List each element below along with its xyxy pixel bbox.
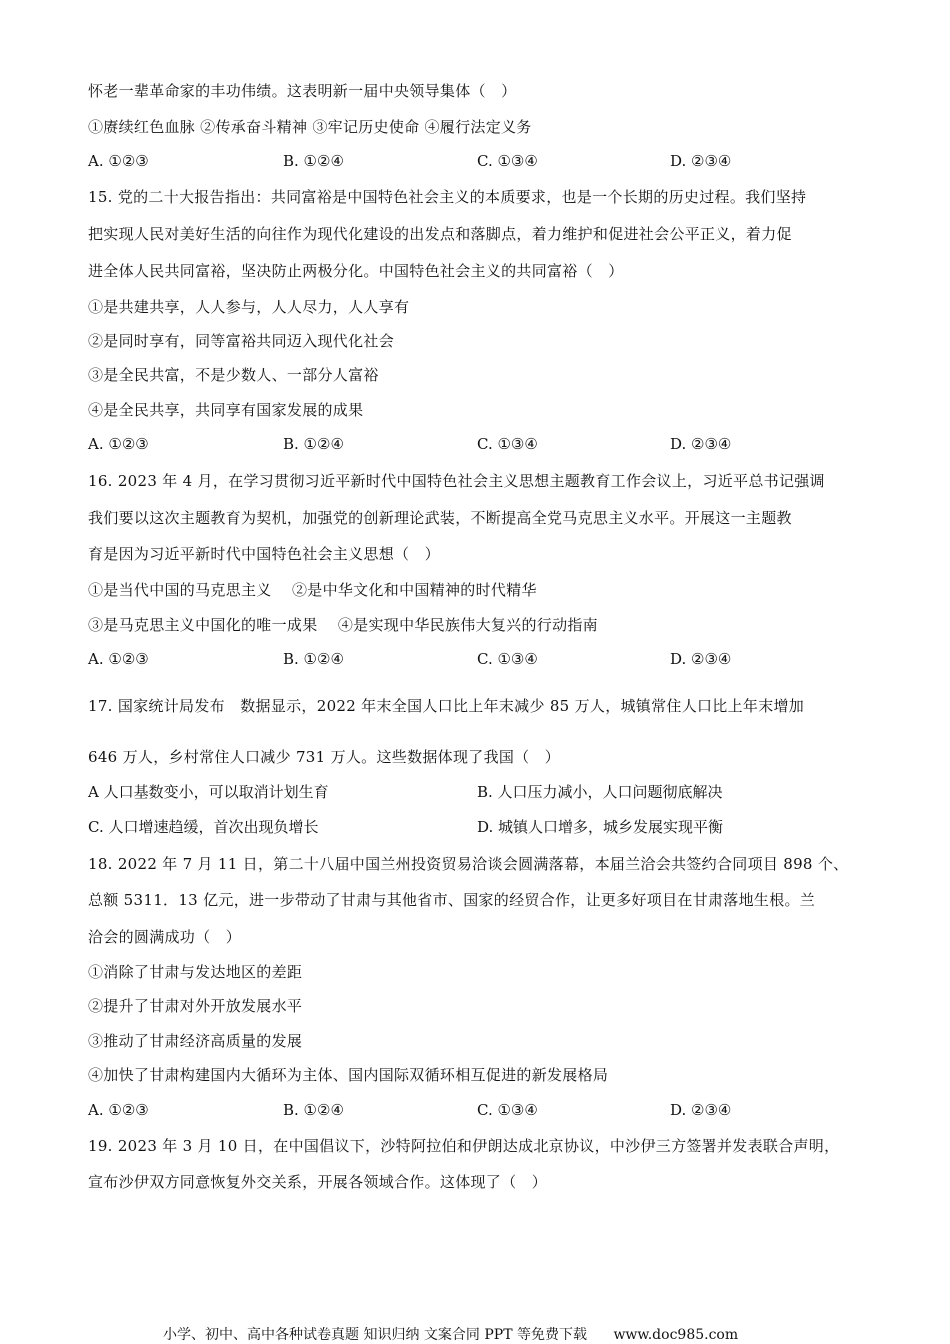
text-line: ④是全民共享，共同享有国家发展的成果 (88, 401, 364, 419)
answer-option: B. ①②④ (283, 152, 344, 170)
text-line: 总额 5311．13 亿元，进一步带动了甘肃与其他省市、国家的经贸合作，让更多好项目在甘肃落地生根。兰 (88, 891, 816, 909)
answer-option: A. ①②③ (88, 435, 149, 453)
text-line: 646 万人，乡村常住人口减少 731 万人。这些数据体现了我国（ ） (88, 748, 561, 766)
text-line: ①消除了甘肃与发达地区的差距 (88, 963, 303, 981)
text-line: ④加快了甘肃构建国内大循环为主体、国内国际双循环相互促进的新发展格局 (88, 1066, 609, 1084)
text-line: 16. 2023 年 4 月，在学习贯彻习近平新时代中国特色社会主义思想主题教育工作会议上，习近平总书记强调 (88, 472, 825, 490)
answer-option: B. ①②④ (283, 1101, 344, 1119)
text-line: 进全体人民共同富裕，坚决防止两极分化。中国特色社会主义的共同富裕（ ） (88, 262, 624, 280)
footer-url-link[interactable]: www.doc985.com (613, 1327, 739, 1343)
answer-option: A. ①②③ (88, 1101, 149, 1119)
text-line: ①是当代中国的马克思主义 ②是中华文化和中国精神的时代精华 (88, 581, 537, 599)
text-line: ③是全民共富，不是少数人、一部分人富裕 (88, 366, 379, 384)
answer-option: C. 人口增速趋缓，首次出现负增长 (88, 818, 319, 836)
answer-option: D. ②③④ (670, 650, 732, 668)
text-line: 宣布沙伊双方同意恢复外交关系，开展各领域合作。这体现了（ ） (88, 1173, 548, 1191)
text-line: ②是同时享有，同等富裕共同迈入现代化社会 (88, 332, 395, 350)
footer (163, 1324, 738, 1344)
text-line: ①赓续红色血脉 ②传承奋斗精神 ③牢记历史使命 ④履行法定义务 (88, 118, 532, 136)
answer-option: D. 城镇人口增多，城乡发展实现平衡 (477, 818, 724, 836)
text-line: 18. 2022 年 7 月 11 日，第二十八届中国兰州投资贸易洽谈会圆满落幕，本届兰洽会共签约合同项目 898 个、 (88, 855, 849, 873)
answer-option: A. ①②③ (88, 650, 149, 668)
text-line: 怀老一辈革命家的丰功伟绩。这表明新一届中央领导集体（ ） (88, 82, 517, 100)
answer-option: C. ①③④ (477, 435, 538, 453)
text-line: 17. 国家统计局发布 数据显示，2022 年末全国人口比上年末减少 85 万人，城镇常住人口比上年末增加 (88, 697, 805, 715)
answer-option: B. ①②④ (283, 650, 344, 668)
text-line: ②提升了甘肃对外开放发展水平 (88, 997, 303, 1015)
text-line: ③推动了甘肃经济高质量的发展 (88, 1032, 303, 1050)
text-line: 育是因为习近平新时代中国特色社会主义思想（ ） (88, 545, 440, 563)
answer-option: C. ①③④ (477, 650, 538, 668)
text-line: 19. 2023 年 3 月 10 日，在中国倡议下，沙特阿拉伯和伊朗达成北京协议，中沙伊三方签署并发表联合声明， (88, 1137, 840, 1155)
answer-option: C. ①③④ (477, 152, 538, 170)
answer-option: A 人口基数变小，可以取消计划生育 (88, 783, 329, 801)
text-line: ①是共建共享，人人参与，人人尽力，人人享有 (88, 298, 410, 316)
answer-option: D. ②③④ (670, 435, 732, 453)
text-line: 把实现人民对美好生活的向往作为现代化建设的出发点和落脚点，着力维护和促进社会公平正义，着力促 (88, 225, 792, 243)
text-line: 洽会的圆满成功（ ） (88, 928, 242, 946)
answer-option: C. ①③④ (477, 1101, 538, 1119)
answer-option: D. ②③④ (670, 152, 732, 170)
footer-text: 小学、初中、高中各种试卷真题 知识归纳 文案合同 PPT 等免费下载 (163, 1327, 587, 1343)
answer-option: A. ①②③ (88, 152, 149, 170)
text-line: 我们要以这次主题教育为契机，加强党的创新理论武装，不断提高全党马克思主义水平。开展这一主题教 (88, 509, 792, 527)
text-line: ③是马克思主义中国化的唯一成果 ④是实现中华民族伟大复兴的行动指南 (88, 616, 598, 634)
text-line: 15. 党的二十大报告指出：共同富裕是中国特色社会主义的本质要求，也是一个长期的历史过程。我们坚持 (88, 188, 807, 206)
answer-option: B. ①②④ (283, 435, 344, 453)
answer-option: D. ②③④ (670, 1101, 732, 1119)
answer-option: B. 人口压力减小，人口问题彻底解决 (477, 783, 723, 801)
